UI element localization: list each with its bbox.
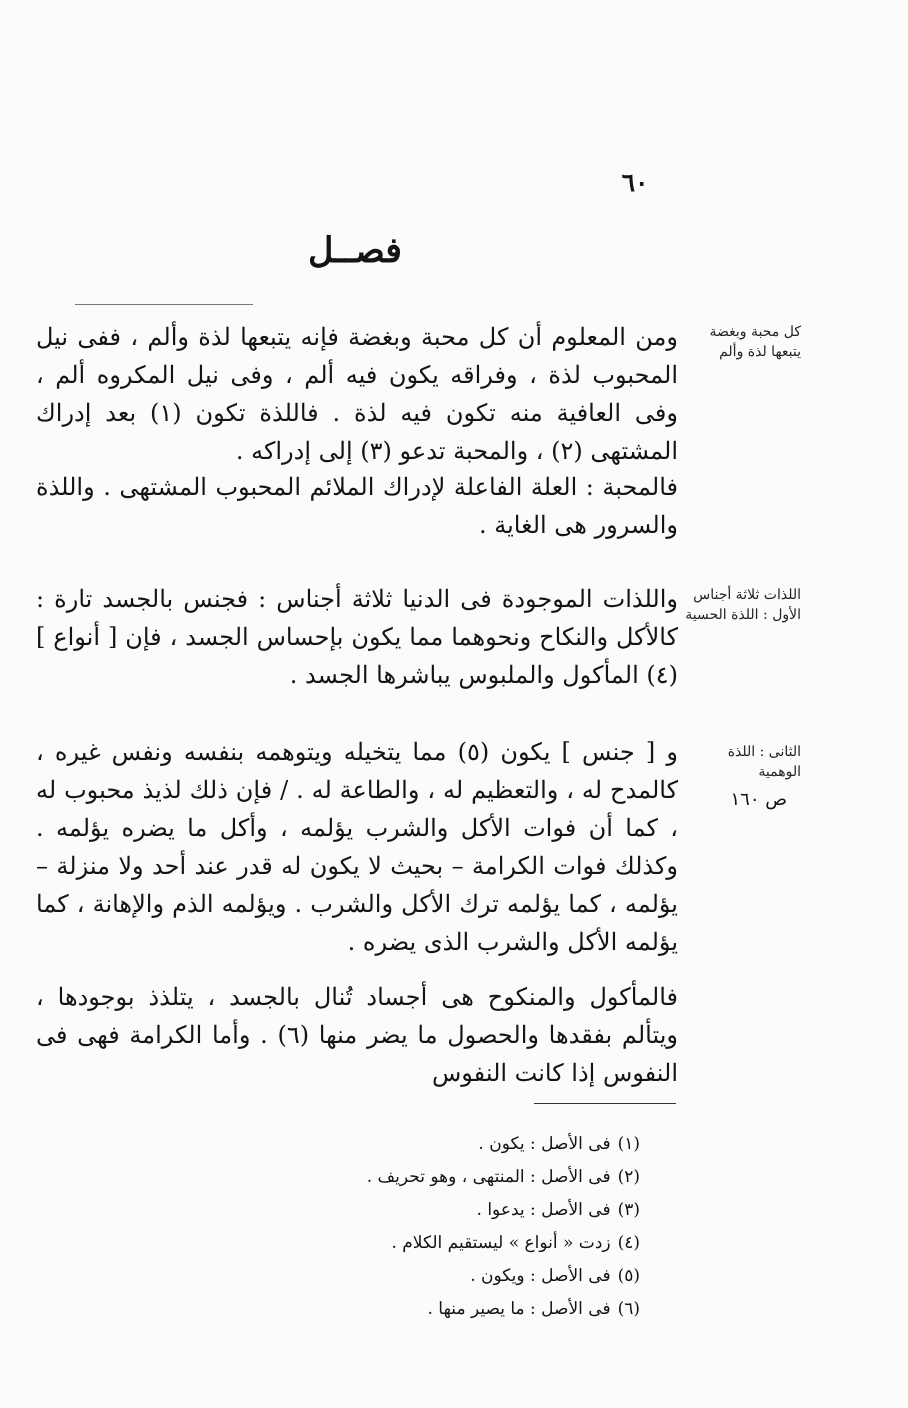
- paragraph-4: و [ جنس ] يكون (٥) مما يتخيله ويتوهمه بنفسه ونفس غيره ، كالمدح له ، والتعظيم له ، والطاعة له . / فإن ذلك لذيذ محبوب له ، كما أن فوات الأكل والشرب يؤلمه ، وأكل ما يضره يؤلمه . وكذلك فوات الكرامة – بحيث لا يكون له قدر عند أحد ولا منزلة – يؤلمه ، كما يؤلمه ترك الأكل والشرب . ويؤلمه الذم والإهانة ، كما يؤلمه الأكل والشرب الذى يضره .: [36, 738, 678, 956]
- section-heading: فصــل: [307, 230, 403, 271]
- footnote-text: فى الأصل : يدعوا .: [476, 1200, 611, 1220]
- footnote-text: فى الأصل : المنتهى ، وهو تحريف .: [366, 1167, 611, 1187]
- footnote-2: [200, 1161, 640, 1194]
- footnote-number: (٤): [617, 1233, 640, 1253]
- paragraph-5: فالمأكول والمنكوح هى أجساد تُنال بالجسد ، يتلذذ بوجودها ، ويتألم بفقدها والحصول ما يضر منها (٦) . وأما الكرامة فهى فى النفوس إذا كانت النفوس: [36, 983, 678, 1087]
- footnotes: [200, 1128, 640, 1326]
- footnote-6: [200, 1293, 640, 1326]
- footnote-number: (٣): [617, 1200, 640, 1220]
- margin-note-imaginary-pleasure: الثانى : اللذة الوهمية: [727, 744, 801, 780]
- footnote-5: [200, 1260, 640, 1293]
- footnote-text: فى الأصل : ما يصير منها .: [427, 1299, 611, 1319]
- footnote-number: (٢): [617, 1167, 640, 1187]
- footnote-text: فى الأصل : يكون .: [478, 1134, 611, 1154]
- paragraph-1: ومن المعلوم أن كل محبة وبغضة فإنه يتبعها لذة وألم ، ففى نيل المحبوب لذة ، وفراقه يكون فيه ألم ، وفى نيل المكروه ألم ، وفى العافية منه تكون فيه لذة . فاللذة تكون (١) بعد إدراك المشتهى (٢) ، والمحبة تدعو (٣) إلى إدراكه .: [36, 323, 678, 465]
- margin-note-pleasure-types: اللذات ثلاثة أجناس الأول : اللذة الحسية: [685, 587, 801, 623]
- footnote-text: زدت « أنواع » ليستقيم الكلام .: [391, 1233, 611, 1253]
- paragraph-3: واللذات الموجودة فى الدنيا ثلاثة أجناس : فجنس بالجسد تارة : كالأكل والنكاح ونحوهما مما يكون بإحساس الجسد ، فإن [ أنواع ] (٤) المأكول والملبوس يباشرها الجسد .: [36, 585, 678, 689]
- footnote-number: (٦): [617, 1299, 640, 1319]
- footnote-number: (٥): [617, 1266, 640, 1286]
- footnote-3: [200, 1194, 640, 1227]
- paragraph-2: فالمحبة : العلة الفاعلة لإدراك الملائم المحبوب المشتهى . واللذة والسرور هى الغاية .: [36, 473, 678, 539]
- page-number: ٦٠: [621, 168, 649, 197]
- footnote-1: [200, 1128, 640, 1161]
- footnote-text: فى الأصل : ويكون .: [470, 1266, 611, 1286]
- footnote-separator: [534, 1103, 676, 1104]
- footnote-number: (١): [617, 1134, 640, 1154]
- margin-page-reference: ص ١٦٠: [730, 789, 787, 810]
- footnote-4: [200, 1227, 640, 1260]
- margin-note-love-pleasure: كل محبة وبغضة يتبعها لذة وألم: [709, 324, 801, 360]
- top-rule: [75, 304, 253, 305]
